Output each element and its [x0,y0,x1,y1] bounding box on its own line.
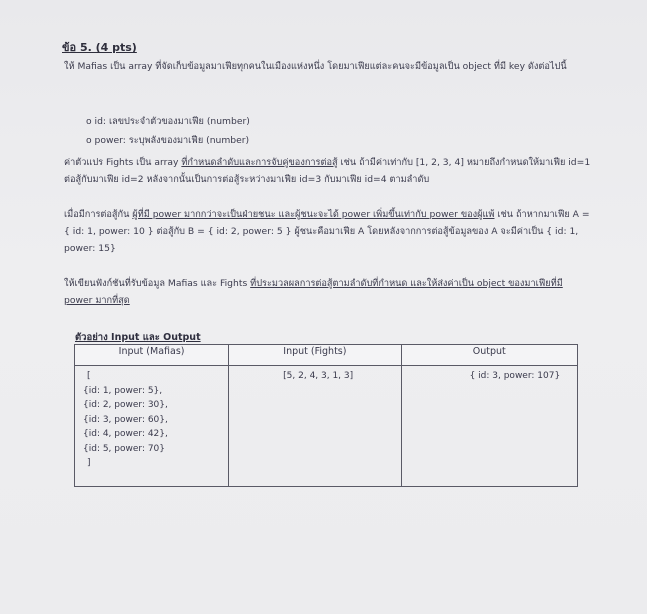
header-fights: Input (Fights) [229,345,401,366]
question-title: ข้อ 5. (4 pts) [62,41,137,54]
fights-text-after: เช่น ถ้ามีค่าเท่ากับ [1, 2, 3, 4] หมายถึงกำหนดให้มาเฟีย id=1 ต่อสู้กับมาเฟีย id=2 หลังจากนั้นเป็นการต่อสู้ระหว่างมาเฟีย id=3 กับมาเฟีย id=4 ตามลำดับ [64,157,591,185]
task-text-underlined: ที่ประมวลผลการต่อสู้ตามลำดับที่กำหนด และให้ส่งค่าเป็น object ของมาเฟียที่มี power มากที่สุด [64,278,563,306]
key-list [86,112,250,150]
mafias-array [75,369,228,471]
mafia-entry: {id: 5, power: 70} [83,443,166,454]
header-output: Output [401,345,577,366]
fights-value: [5, 2, 4, 3, 1, 3] [283,371,354,381]
mafia-entry: {id: 3, power: 60}, [83,414,168,425]
mafia-entry: {id: 4, power: 42}, [83,429,168,439]
mafias-cell [75,366,229,487]
rule-text-after: เช่น ถ้าหากมาเฟีย A = { id: 1, power: 10 } ต่อสู้กับ B = { id: 2, power: 5 } ผู้ชนะคือมาเฟีย A โดยหลังจากการต่อสู้ข้อมูลของ A จะมีค่าเป็น { id: 1, power: 15} [64,209,590,254]
intro-paragraph: ให้ Mafias เป็น array ที่จัดเก็บข้อมูลมาเฟียทุกคนในเมืองแห่งหนึ่ง โดยมาเฟียแต่ละคนจะมีข้อมูลเป็น object ที่มี key ดังต่อไปนี้ [64,61,567,72]
rule-paragraph [64,206,594,257]
mafia-entry: {id: 2, power: 30}, [83,400,168,410]
example-header-row [75,345,578,366]
key-item-id: o id: เลขประจำตัวของมาเฟีย (number) [86,112,250,131]
task-paragraph [64,275,594,309]
rule-text-before: เมื่อมีการต่อสู้กัน [64,209,133,220]
fights-text-before: ค่าตัวแปร Fights เป็น array [64,157,182,168]
rule-text-underlined: ผู้ที่มี power มากกว่าจะเป็นฝ่ายชนะ และผู้ชนะจะได้ power เพิ่มขึ้นเท่ากับ power ของผู้แพ้ [132,209,495,220]
example-data-row [75,366,578,487]
mafia-entry: {id: 1, power: 5}, [83,385,163,396]
example-table [74,344,578,487]
output-cell [401,366,577,487]
fights-paragraph [64,154,594,188]
header-mafias: Input (Mafias) [75,345,229,366]
key-item-power: o power: ระบุพลังของมาเฟีย (number) [86,131,250,150]
fights-text-underlined: ที่กำหนดลำดับและการจับคู่ของการต่อสู้ [181,157,338,168]
output-value: { id: 3, power: 107} [469,371,561,381]
task-text-before: ให้เขียนฟังก์ชันที่รับข้อมูล Mafias และ Fights [64,278,251,289]
fights-cell [229,366,401,487]
mafias-open-bracket: [ [87,371,91,381]
example-label: ตัวอย่าง Input และ Output [75,332,201,343]
mafias-close-bracket: ] [87,458,91,468]
